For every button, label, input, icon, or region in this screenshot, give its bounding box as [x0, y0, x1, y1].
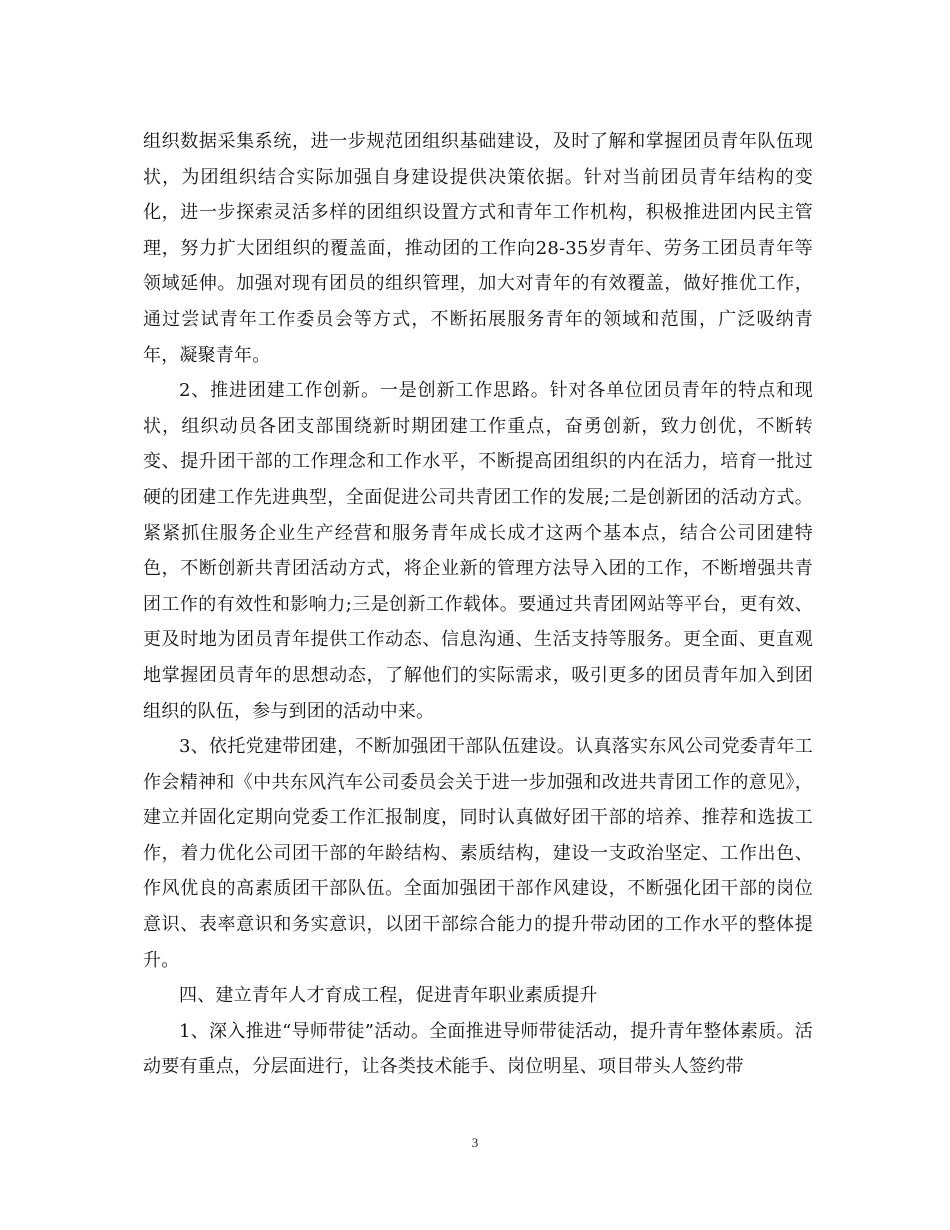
paragraph-1: 组织数据采集系统，进一步规范团组织基础建设，及时了解和掌握团员青年队伍现状，为团组织结合实际加强自身建设提供决策依据。针对当前团员青年结构的变化，进一步探索灵活多样的团组织设置方式和青年工作机构，积极推进团内民主管理，努力扩大团组织的覆盖面，推动团的工作向28-35岁青年、劳务工团员青年等领域延伸。加强对现有团员的组织管理，加大对青年的有效覆盖，做好推优工作，通过尝试青年工作委员会等方式，不断拓展服务青年的领域和范围，广泛吸纳青年，凝聚青年。 — [143, 131, 813, 366]
document-body — [143, 124, 813, 1085]
paragraph-4: 1、深入推进“导师带徒”活动。全面推进导师带徒活动，提升青年整体素质。活动要有重点，分层面进行，让各类技术能手、岗位明星、项目带头人签约带 — [143, 1020, 813, 1078]
paragraph-3: 3、依托党建带团建，不断加强团干部队伍建设。认真落实东风公司党委青年工作会精神和《中共东风汽车公司委员会关于进一步加强和改进共青团工作的意见》，建立并固化定期向党委工作汇报制度，同时认真做好团干部的培养、推荐和选拔工作，着力优化公司团干部的年龄结构、素质结构，建设一支政治坚定、工作出色、作风优良的高素质团干部队伍。全面加强团干部作风建设，不断强化团干部的岗位意识、表率意识和务实意识，以团干部综合能力的提升带动团的工作水平的整体提升。 — [143, 736, 813, 971]
paragraph-2: 2、推进团建工作创新。一是创新工作思路。针对各单位团员青年的特点和现状，组织动员各团支部围绕新时期团建工作重点，奋勇创新，致力创优，不断转变、提升团干部的工作理念和工作水平，不断提高团组织的内在活力，培育一批过硬的团建工作先进典型，全面促进公司共青团工作的发展;二是创新团的活动方式。紧紧抓住服务企业生产经营和服务青年成长成才这两个基本点，结合公司团建特色，不断创新共青团活动方式，将企业新的管理方法导入团的工作，不断增强共青团工作的有效性和影响力;三是创新工作载体。要通过共青团网站等平台，更有效、更及时地为团员青年提供工作动态、信息沟通、生活支持等服务。更全面、更直观地掌握团员青年的思想动态，了解他们的实际需求，吸引更多的团员青年加入到团组织的队伍，参与到团的活动中来。 — [143, 380, 813, 722]
page-number: 3 — [471, 1135, 479, 1150]
section-heading: 四、建立青年人才育成工程，促进青年职业素质提升 — [179, 985, 598, 1007]
